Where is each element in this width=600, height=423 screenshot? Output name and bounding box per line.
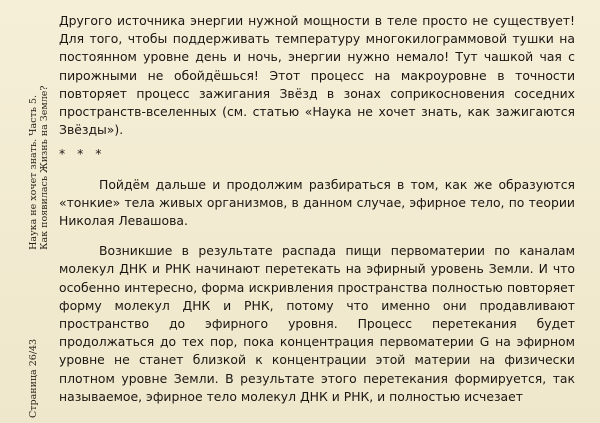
series-title-line1: Наука не хочет знать. Часть 5. xyxy=(28,94,39,250)
article-body xyxy=(59,12,575,406)
sidebar-running-header xyxy=(28,18,50,418)
paragraph: Возникшие в результате распада пищи первоматерии по каналам молекул ДНК и РНК начинают перетекать на эфирный уровень Земли. И что особенно интересно, форма искривления пространства полностью повторяет форму молекул ДНК и РНК, потому что именно они продавливают пространство до эфирного уровня. Процесс перетекания будет продолжаться до тех пор, пока концентрация первоматерии G на эфирном уровне не станет близкой к концентрации этой материи на физически плотном уровне Земли. В результате этого перетекания формируется, так называемое, эфирное тело молекул ДНК и РНК, и полностью исчезает xyxy=(59,243,575,404)
page-number: Страница 26/43 xyxy=(28,338,39,418)
paragraph: Другого источника энергии нужной мощности в теле просто не существует! Для того, чтобы поддерживать температуру многокилограммовой тушки на постоянном уровне день и ночь, энергии нужно немало! Тут чашкой чая с пирожными не обойдёшься! Этот процесс на макроуровне в точности повторяет процесс зажигания Звёзд в зонах соприкосновения соседних пространств-вселенных (см. статью «Наука не хочет знать, как зажигаются Звёзды»). xyxy=(59,13,575,138)
series-title-line2: Как появилась Жизнь на Земле? xyxy=(39,85,50,250)
series-title xyxy=(28,86,50,250)
paragraph: Пойдём дальше и продолжим разбираться в том, как же образуются «тонкие» тела живых организмов, в данном случае, эфирное тело, по теории Николая Левашова. xyxy=(59,176,575,229)
section-separator: * * * xyxy=(59,146,106,162)
